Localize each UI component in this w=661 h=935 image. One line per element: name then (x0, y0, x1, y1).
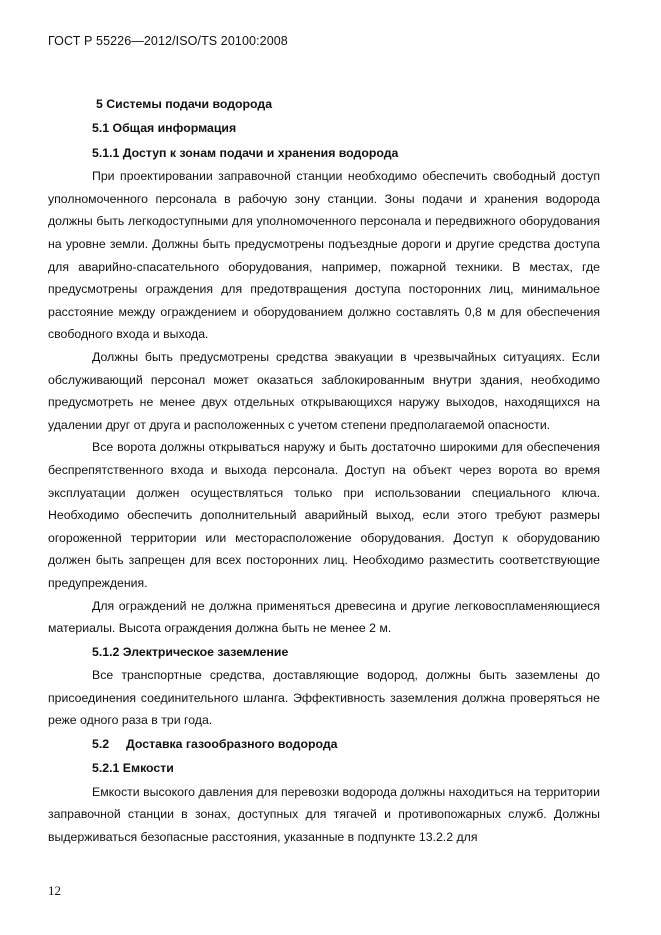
document-body (48, 92, 600, 848)
section-5-2-1-heading: 5.2.1 Емкости (92, 761, 174, 776)
paragraph-grounding: Все транспортные средства, доставляющие водород, должны быть заземлены до присоединения соединительного шланга. Эффективность заземления должна проверяться не реже одного раза в три года. (48, 668, 600, 728)
paragraph-gates: Все ворота должны открываться наружу и быть достаточно широкими для обеспечения беспрепятственного входа и выхода персонала. Доступ на объект через ворота во время эксплуатации должен осуществляться только при использовании специального ключа. Необходимо обеспечить дополнительный аварийный выход, если этого требуют размеры огороженной территории или месторасположение оборудования. Доступ к оборудованию должен быть запрещен для всех посторонних лиц. Необходимо разместить соответствующие предупреждения. (48, 440, 600, 590)
standard-designation: ГОСТ Р 55226—2012/ISO/TS 20100:2008 (48, 34, 288, 48)
page-number: 12 (48, 883, 61, 898)
paragraph-fences: Для ограждений не должна применяться древесина и другие легковоспламеняющиеся материалы. Высота ограждения должна быть не менее 2 м. (48, 598, 600, 636)
paragraph-tanks: Емкости высокого давления для перевозки водорода должны находиться на территории заправочной станции в зонах, доступных для тягачей и противопожарных служб. Должны выдерживаться безопасные расстояния, указанные в подпункте 13.2.2 для (48, 784, 600, 844)
section-5-1-2-heading: 5.1.2 Электрическое заземление (92, 644, 289, 659)
section-5-2-title: Доставка газообразного водорода (126, 736, 338, 751)
paragraph-evacuation: Должны быть предусмотрены средства эвакуации в чрезвычайных ситуациях. Если обслуживающий персонал может оказаться заблокированным внутри здания, необходимо предусмотреть не менее двух отдельных открывающихся наружу выходов, находящихся на удалении друг от друга и расположенных с учетом степени предполагаемой опасности. (48, 349, 600, 432)
section-5-1-heading: 5.1 Общая информация (92, 121, 237, 136)
section-5-2-heading (48, 732, 600, 756)
section-5-2-number: 5.2 (92, 736, 110, 751)
section-5-1-1-heading: 5.1.1 Доступ к зонам подачи и хранения водорода (92, 145, 399, 160)
paragraph-access-zones: При проектировании заправочной станции необходимо обеспечить свободный доступ уполномоченного персонала в рабочую зону станции. Зоны подачи и хранения водорода должны быть легкодоступными для уполномоченного персонала и передвижного оборудования на уровне земли. Должны быть предусмотрены подъездные дороги и другие средства доступа для аварийно-спасательного оборудования, например, пожарной техники. В местах, где предусмотрены ограждения для предотвращения доступа посторонних лиц, минимальное расстояние между ограждением и оборудованием должно составлять 0,8 м для обеспечения свободного входа и выхода. (48, 169, 600, 342)
section-5-heading: 5 Системы подачи водорода (96, 97, 273, 111)
